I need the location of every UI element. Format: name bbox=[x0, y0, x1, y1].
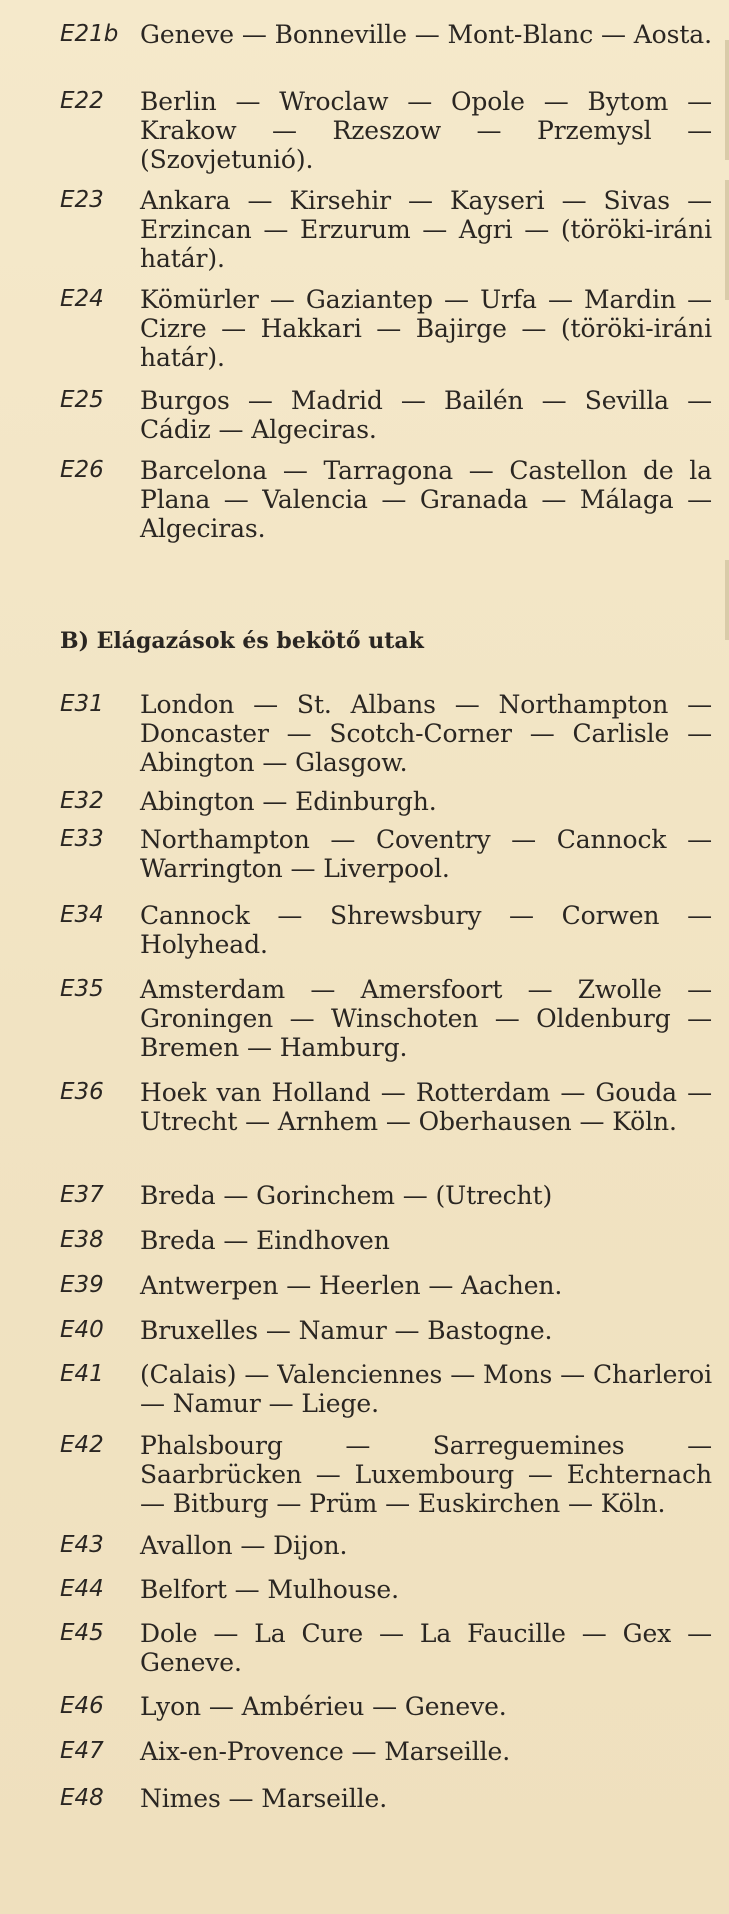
entry-route: Lyon — Ambérieu — Geneve. bbox=[140, 1692, 507, 1721]
entry-route: Phalsbourg — Sarreguemines — Saarbrücken — Luxembourg — Echternach — Bitburg — Prüm — Euskirchen — Köln. bbox=[140, 1431, 712, 1518]
entry-code: E45 bbox=[60, 1620, 104, 1646]
entry-code: E36 bbox=[60, 1079, 104, 1105]
entry-e26 bbox=[0, 456, 729, 555]
entry-code: E39 bbox=[60, 1272, 104, 1298]
entry-route: Ankara — Kirsehir — Kayseri — Sivas — Erzincan — Erzurum — Agri — (töröki-iráni határ). bbox=[140, 186, 712, 273]
entry-e46 bbox=[0, 1692, 729, 1737]
entry-route: Aix-en-Provence — Marseille. bbox=[140, 1737, 511, 1766]
entry-e33 bbox=[0, 825, 729, 901]
entry-e45 bbox=[0, 1619, 729, 1692]
paper-edge bbox=[725, 180, 729, 300]
entry-route: Cannock — Shrewsbury — Corwen — Holyhead. bbox=[140, 901, 712, 959]
entry-code: E34 bbox=[60, 902, 104, 928]
entry-route: Barcelona — Tarragona — Castellon de la Plana — Valencia — Granada — Málaga — Algeciras. bbox=[140, 456, 712, 543]
entry-code: E37 bbox=[60, 1182, 104, 1208]
entry-code: E32 bbox=[60, 788, 104, 814]
entry-list-bottom bbox=[0, 690, 729, 1829]
entry-code: E46 bbox=[60, 1693, 104, 1719]
entry-e31 bbox=[0, 690, 729, 787]
entry-e25 bbox=[0, 386, 729, 456]
entry-route: Belfort — Mulhouse. bbox=[140, 1575, 399, 1604]
section-heading: B) Elágazások és bekötő utak bbox=[60, 628, 424, 654]
entry-e42 bbox=[0, 1431, 729, 1531]
entry-e34 bbox=[0, 901, 729, 975]
entry-code: E47 bbox=[60, 1738, 104, 1764]
entry-code: E44 bbox=[60, 1576, 104, 1602]
paper-edge bbox=[725, 40, 729, 160]
entry-route: (Calais) — Valenciennes — Mons — Charleroi — Namur — Liege. bbox=[140, 1360, 712, 1418]
entry-route: Berlin — Wroclaw — Opole — Bytom — Krakow — Rzeszow — Przemysl — (Szovjetunió). bbox=[140, 87, 712, 174]
paper-edge bbox=[725, 560, 729, 640]
entry-route: Kömürler — Gaziantep — Urfa — Mardin — Cizre — Hakkari — Bajirge — (töröki-iráni határ). bbox=[140, 285, 712, 372]
entry-route: Avallon — Dijon. bbox=[140, 1531, 348, 1560]
entry-code: E31 bbox=[60, 691, 104, 717]
entry-code: E24 bbox=[60, 286, 104, 312]
entry-e24 bbox=[0, 285, 729, 386]
entry-route: Northampton — Coventry — Cannock — Warrington — Liverpool. bbox=[140, 825, 712, 883]
entry-route: Abington — Edinburgh. bbox=[140, 787, 437, 816]
entry-code: E48 bbox=[60, 1785, 104, 1811]
entry-code: E26 bbox=[60, 457, 104, 483]
entry-e21b bbox=[0, 20, 729, 87]
entry-route: Burgos — Madrid — Bailén — Sevilla — Cádiz — Algeciras. bbox=[140, 386, 712, 444]
entry-e32 bbox=[0, 787, 729, 825]
entry-code: E33 bbox=[60, 826, 104, 852]
entry-e44 bbox=[0, 1575, 729, 1619]
entry-route: Amsterdam — Amersfoort — Zwolle — Groningen — Winschoten — Oldenburg — Bremen — Hamburg. bbox=[140, 975, 712, 1062]
entry-e43 bbox=[0, 1531, 729, 1575]
entry-e36 bbox=[0, 1078, 729, 1181]
entry-code: E25 bbox=[60, 387, 104, 413]
entry-list-top bbox=[0, 20, 729, 555]
entry-code: E35 bbox=[60, 976, 104, 1002]
entry-code: E42 bbox=[60, 1432, 104, 1458]
entry-code: E38 bbox=[60, 1227, 104, 1253]
entry-route: Hoek van Holland — Rotterdam — Gouda — Utrecht — Arnhem — Oberhausen — Köln. bbox=[140, 1078, 712, 1136]
entry-e39 bbox=[0, 1271, 729, 1316]
entry-code: E43 bbox=[60, 1532, 104, 1558]
entry-code: E21b bbox=[60, 21, 119, 47]
entry-e22 bbox=[0, 87, 729, 186]
entry-route: Bruxelles — Namur — Bastogne. bbox=[140, 1316, 553, 1345]
entry-route: Geneve — Bonneville — Mont-Blanc — Aosta. bbox=[140, 20, 712, 49]
entry-route: Breda — Eindhoven bbox=[140, 1226, 390, 1255]
entry-e47 bbox=[0, 1737, 729, 1784]
entry-route: London — St. Albans — Northampton — Doncaster — Scotch-Corner — Carlisle — Abington — Glasgow. bbox=[140, 690, 712, 777]
entry-route: Dole — La Cure — La Faucille — Gex — Geneve. bbox=[140, 1619, 712, 1677]
entry-e37 bbox=[0, 1181, 729, 1226]
entry-code: E41 bbox=[60, 1361, 104, 1387]
entry-e23 bbox=[0, 186, 729, 285]
entry-route: Nimes — Marseille. bbox=[140, 1784, 388, 1813]
entry-e38 bbox=[0, 1226, 729, 1271]
entry-code: E40 bbox=[60, 1317, 104, 1343]
entry-e41 bbox=[0, 1360, 729, 1431]
entry-code: E23 bbox=[60, 187, 104, 213]
entry-e35 bbox=[0, 975, 729, 1078]
entry-route: Breda — Gorinchem — (Utrecht) bbox=[140, 1181, 553, 1210]
entry-route: Antwerpen — Heerlen — Aachen. bbox=[140, 1271, 563, 1300]
entry-e40 bbox=[0, 1316, 729, 1360]
entry-e48 bbox=[0, 1784, 729, 1829]
entry-code: E22 bbox=[60, 88, 104, 114]
